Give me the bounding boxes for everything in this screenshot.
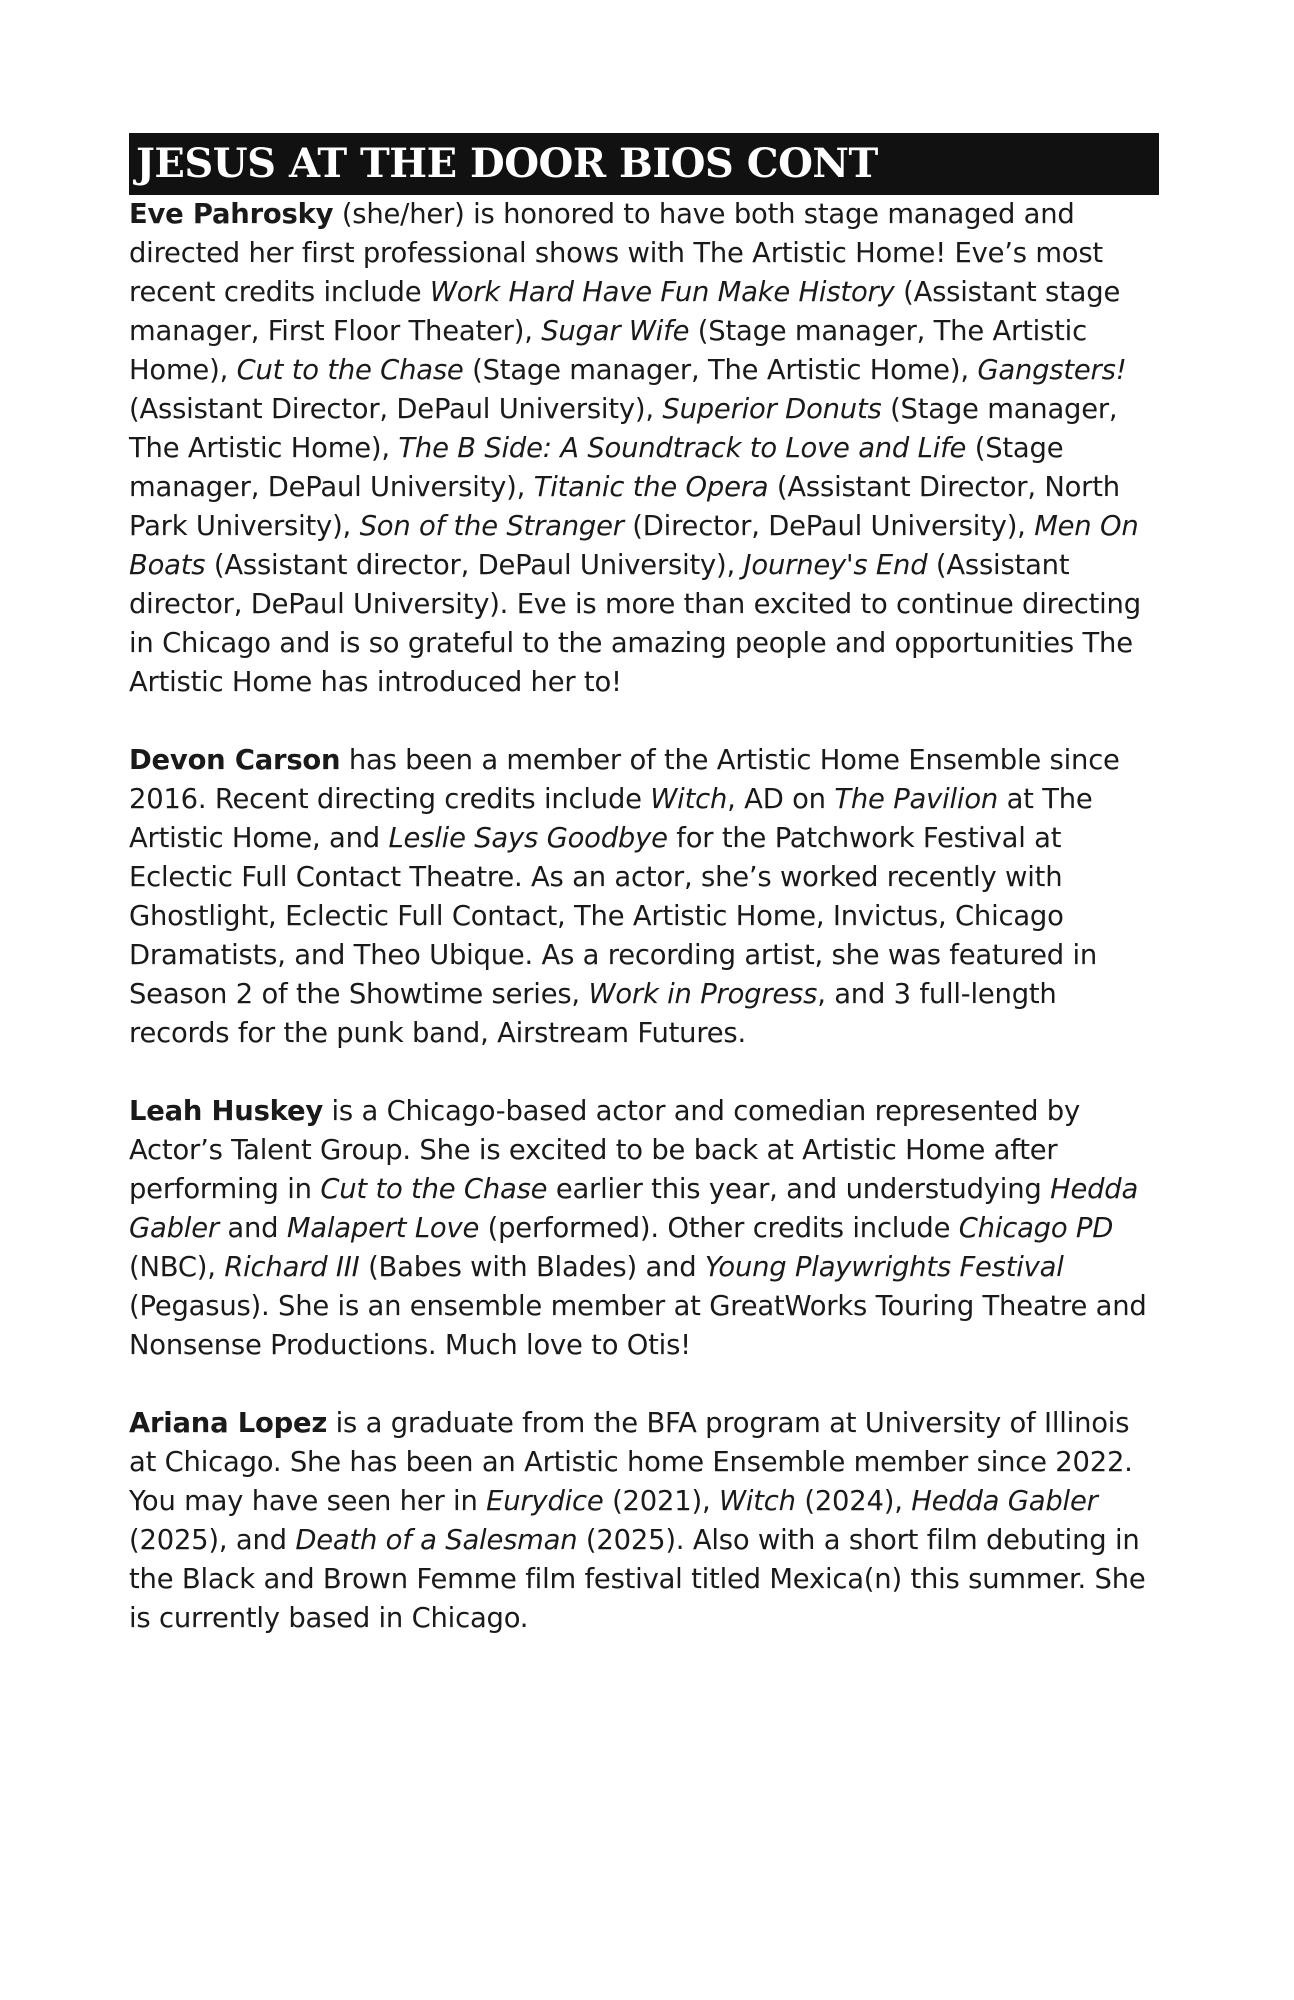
bio-credit-title: Son of the Stranger bbox=[359, 511, 624, 542]
bio-credit-title: Hedda Gabler bbox=[911, 1486, 1098, 1517]
bio-text: (2025). Also with a short film debuting in the Black and Brown Femme film festival titled Mexica(n) this summer. She is currently based in Chicago. bbox=[129, 1525, 1146, 1634]
bio-credit-title: Cut to the Chase bbox=[236, 355, 464, 386]
bio-text: (Stage manager, The Artistic Home), bbox=[129, 394, 1118, 464]
bio-text: , and 3 full-length records for the punk band, Airstream Futures. bbox=[129, 979, 1057, 1049]
bio-text: at The Artistic Home, and bbox=[129, 784, 1093, 854]
bio-text: (Assistant director, DePaul University). Eve is more than excited to continue directing in Chicago and is so grateful to the amazing people and opportunities The Artistic Home has introduced her to! bbox=[129, 550, 1141, 698]
bio-text: (Director, DePaul University), bbox=[623, 511, 1035, 542]
bio-text: (Assistant director, DePaul University), bbox=[205, 550, 744, 581]
bio-name: Ariana Lopez bbox=[129, 1408, 328, 1439]
bio-text: (2025), and bbox=[129, 1525, 296, 1556]
bio-credit-title: Chicago PD bbox=[958, 1213, 1114, 1244]
bio-credit-title: Gangsters! bbox=[977, 355, 1127, 386]
bio-text: , AD on bbox=[727, 784, 835, 815]
bio-text: (Pegasus). She is an ensemble member at GreatWorks Touring Theatre and Nonsense Productions. Much love to Otis! bbox=[129, 1291, 1147, 1361]
bio-text: and bbox=[218, 1213, 287, 1244]
bio-text: (2021), bbox=[603, 1486, 719, 1517]
bio-text: (she/her) is honored to have both stage managed and directed her first professional shows with The Artistic Home! Eve’s most recent credits include bbox=[129, 199, 1103, 308]
bio-text: (Stage manager, The Artistic Home), bbox=[129, 316, 1087, 386]
bio-text: (2024), bbox=[795, 1486, 912, 1517]
bio-text: (Assistant Director, North Park University), bbox=[129, 472, 1120, 542]
bio-name: Eve Pahrosky bbox=[129, 199, 334, 230]
bio-credit-title: Hedda Gabler bbox=[129, 1174, 1139, 1244]
bio-text: (NBC), bbox=[129, 1252, 225, 1283]
bio-credit-title: Cut to the Chase bbox=[320, 1174, 548, 1205]
bio-name: Devon Carson bbox=[129, 745, 341, 776]
bio-credit-title: Eurydice bbox=[486, 1486, 604, 1517]
bio-text: is a Chicago-based actor and comedian represented by Actor’s Talent Group. She is excited to be back at Artistic Home after performing in bbox=[129, 1096, 1080, 1205]
bio-credit-title: Witch bbox=[650, 784, 728, 815]
section-heading: JESUS AT THE DOOR BIOS CONT bbox=[129, 133, 1159, 195]
bio-credit-title: The Pavilion bbox=[834, 784, 999, 815]
bio-credit-title: Sugar Wife bbox=[541, 316, 690, 347]
bio-text: (Stage manager, DePaul University), bbox=[129, 433, 1064, 503]
bio-name: Leah Huskey bbox=[129, 1096, 323, 1127]
bio-text: earlier this year, and understudying bbox=[547, 1174, 1051, 1205]
bio-leah-huskey bbox=[129, 1092, 1159, 1365]
bio-eve-pahrosky bbox=[129, 195, 1159, 702]
bio-devon-carson bbox=[129, 741, 1159, 1053]
bio-credit-title: Richard III bbox=[224, 1252, 360, 1283]
bio-credit-title: Witch bbox=[718, 1486, 796, 1517]
bio-credit-title: Superior Donuts bbox=[662, 394, 882, 425]
bio-credit-title: Titanic the Opera bbox=[533, 472, 769, 503]
bio-ariana-lopez bbox=[129, 1404, 1159, 1638]
bio-credit-title: Death of a Salesman bbox=[295, 1525, 578, 1556]
bio-text: has been a member of the Artistic Home Ensemble since 2016. Recent directing credits include bbox=[129, 745, 1120, 815]
bio-credit-title: Work Hard Have Fun Make History bbox=[429, 277, 895, 308]
bio-text: (Babes with Blades) and bbox=[359, 1252, 705, 1283]
bio-text: (Assistant Director, DePaul University), bbox=[129, 394, 663, 425]
bio-credit-title: Men On Boats bbox=[129, 511, 1139, 581]
bio-text: is a graduate from the BFA program at University of Illinois at Chicago. She has been an Artistic home Ensemble member since 2022. You may have seen her in bbox=[129, 1408, 1133, 1517]
bio-credit-title: Journey's End bbox=[743, 550, 928, 581]
bio-credit-title: Leslie Says Goodbye bbox=[388, 823, 668, 854]
bio-credit-title: Malapert Love bbox=[286, 1213, 480, 1244]
bio-credit-title: Work in Progress bbox=[588, 979, 818, 1010]
bio-text: (performed). Other credits include bbox=[479, 1213, 959, 1244]
bio-credit-title: Young Playwrights Festival bbox=[704, 1252, 1064, 1283]
bio-list bbox=[129, 195, 1159, 1638]
bio-text: (Assistant stage manager, First Floor Theater), bbox=[129, 277, 1121, 347]
bio-text: for the Patchwork Festival at Eclectic Full Contact Theatre. As an actor, she’s worked recently with Ghostlight, Eclectic Full Contact, The Artistic Home, Invictus, Chicago Dramatists, and Theo Ubique. As a recording artist, she was featured in Season 2 of the Showtime series, bbox=[129, 823, 1098, 1010]
bio-text: (Stage manager, The Artistic Home), bbox=[463, 355, 978, 386]
bio-credit-title: The B Side: A Soundtrack to Love and Life bbox=[398, 433, 967, 464]
program-page bbox=[129, 133, 1159, 1677]
